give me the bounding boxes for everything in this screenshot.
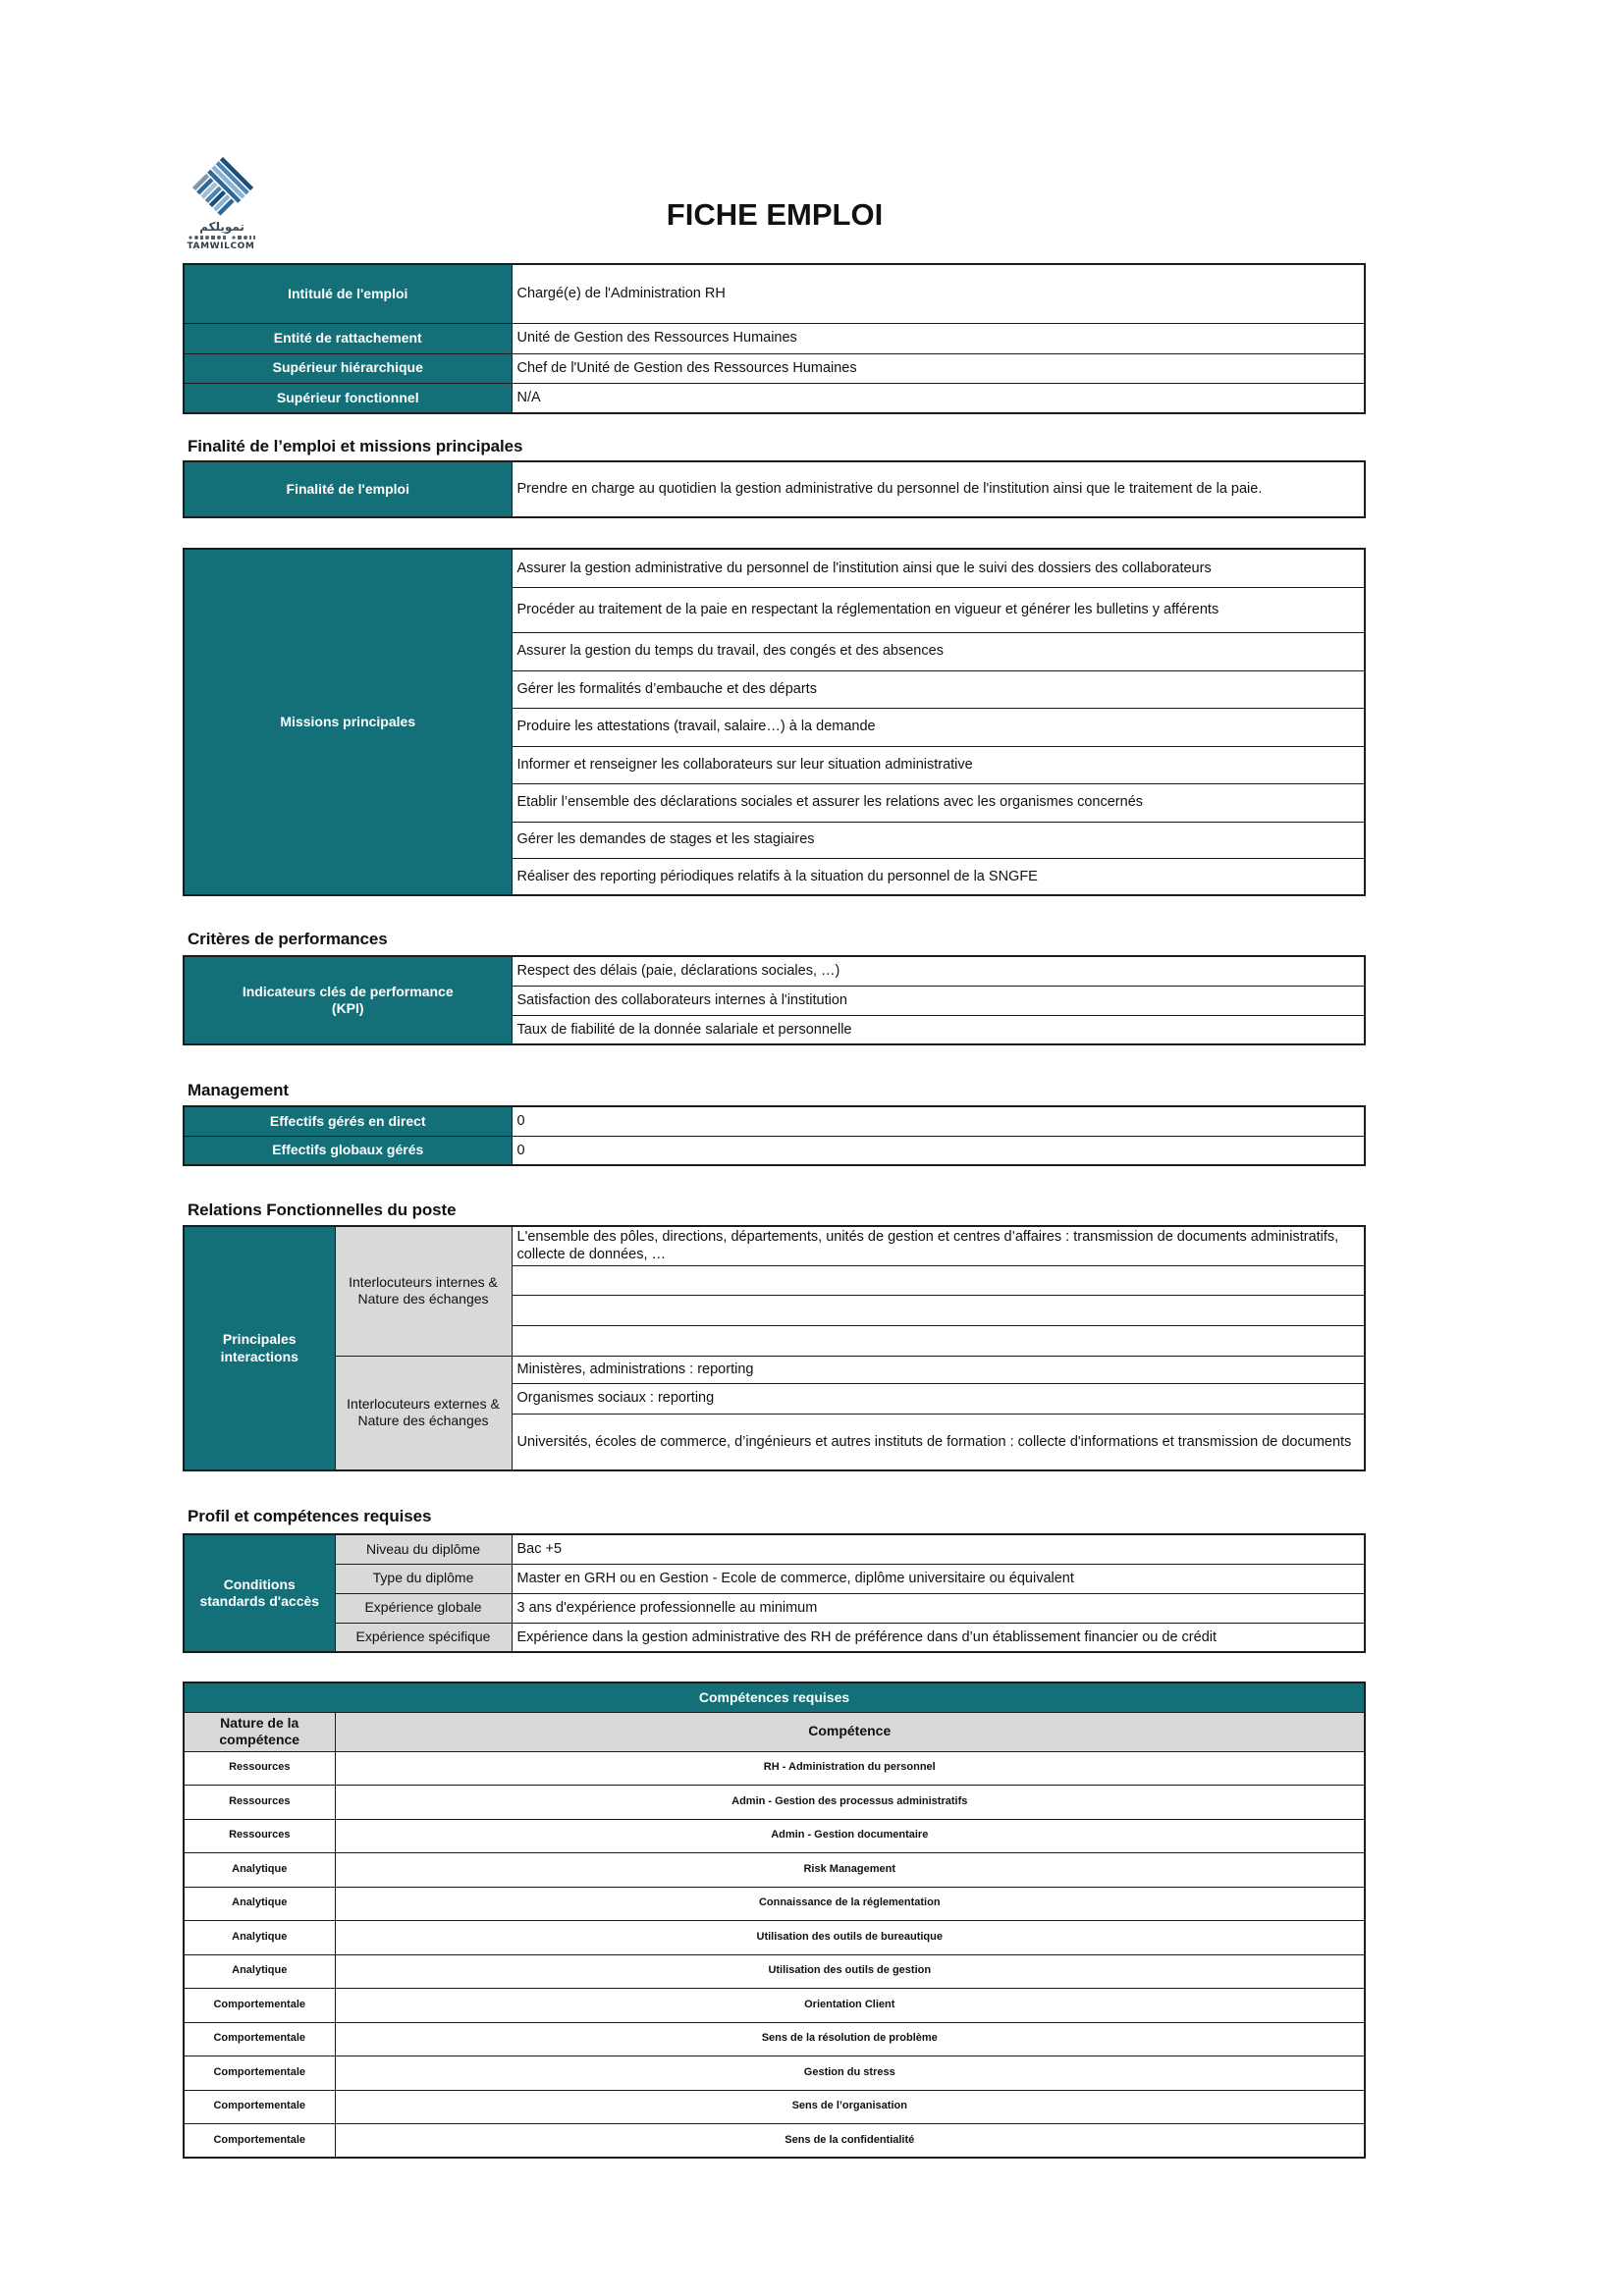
- mission-item: Produire les attestations (travail, salaire…) à la demande: [512, 708, 1365, 746]
- relation-item: L'ensemble des pôles, directions, départements, unités de gestion et centres d’affaires : transmission de documents administratifs, collecte de données, …: [512, 1226, 1365, 1265]
- table-row: [184, 1853, 1365, 1888]
- profil-value: Expérience dans la gestion administrative des RH de préférence dans d’un établissement financier ou de crédit: [512, 1623, 1365, 1652]
- table-row: [184, 2022, 1365, 2056]
- field-label: Effectifs gérés en direct: [184, 1106, 512, 1136]
- profil-criterion: Expérience spécifique: [335, 1623, 512, 1652]
- field-value: 0: [512, 1136, 1365, 1165]
- relation-item: Organismes sociaux : reporting: [512, 1383, 1365, 1414]
- table-row: [184, 1682, 1365, 1712]
- table-row: [184, 2124, 1365, 2159]
- field-value: 0: [512, 1106, 1365, 1136]
- kpi-label: Indicateurs clés de performance (KPI): [242, 983, 454, 1016]
- competence-nature: Ressources: [184, 1819, 335, 1853]
- table-row: [184, 1593, 1365, 1623]
- mission-item: Procéder au traitement de la paie en respectant la réglementation en vigueur et générer les bulletins y afférents: [512, 587, 1365, 632]
- column-header-nature: Nature de la compétence: [184, 1712, 335, 1751]
- table-header-row: [184, 1712, 1365, 1751]
- identification-table: [183, 263, 1366, 414]
- logo-arabic-text: تمويلكم: [199, 220, 244, 234]
- relations-block: [183, 1225, 1364, 1471]
- competences-block: [183, 1682, 1364, 2159]
- table-row: [184, 2056, 1365, 2091]
- mission-item: Informer et renseigner les collaborateurs sur leur situation administrative: [512, 746, 1365, 783]
- competence-name: Sens de la confidentialité: [335, 2124, 1365, 2159]
- tamwilcom-logo-icon: [183, 157, 271, 257]
- section-heading-management: Management: [188, 1081, 289, 1099]
- field-value: Chef de l'Unité de Gestion des Ressources Humaines: [512, 353, 1365, 383]
- field-label: Conditions standards d'accès: [184, 1534, 335, 1652]
- competence-nature: Comportementale: [184, 2090, 335, 2124]
- section-heading-relations: Relations Fonctionnelles du poste: [188, 1201, 457, 1219]
- profil-block: [183, 1533, 1364, 1653]
- competence-nature: Analytique: [184, 1921, 335, 1955]
- field-label: [184, 956, 512, 1044]
- table-row: [184, 1819, 1365, 1853]
- table-row: [184, 1136, 1365, 1165]
- management-block: [183, 1105, 1364, 1166]
- competence-nature: Comportementale: [184, 2124, 335, 2159]
- finalite-table: [183, 460, 1366, 518]
- competence-name: Utilisation des outils de gestion: [335, 1954, 1365, 1989]
- table-row: [184, 549, 1365, 587]
- field-label: Principales interactions: [184, 1226, 335, 1470]
- external-label: Interlocuteurs externes & Nature des échanges: [335, 1356, 512, 1470]
- table-row: [184, 1564, 1365, 1593]
- table-row: [184, 1887, 1365, 1921]
- table-row: [184, 1751, 1365, 1786]
- table-row: [184, 264, 1365, 323]
- field-label: Finalité de l'emploi: [184, 461, 512, 517]
- section-heading-finalite: Finalité de l’emploi et missions principales: [188, 437, 523, 455]
- missions-block: [183, 548, 1364, 896]
- table-row: [184, 1921, 1365, 1955]
- logo-tifinagh-marks: [189, 236, 255, 240]
- competence-name: Sens de la résolution de problème: [335, 2022, 1365, 2056]
- table-row: [184, 1989, 1365, 2023]
- competence-nature: Analytique: [184, 1887, 335, 1921]
- mission-item: Gérer les formalités d’embauche et des départs: [512, 670, 1365, 708]
- table-row: [184, 353, 1365, 383]
- relation-item: Universités, écoles de commerce, d’ingénieurs et autres instituts de formation : collecte d'informations et transmission de documents: [512, 1414, 1365, 1470]
- profil-table: [183, 1533, 1366, 1653]
- table-row: [184, 323, 1365, 353]
- mission-item: Assurer la gestion du temps du travail, des congés et des absences: [512, 632, 1365, 670]
- mission-item: Réaliser des reporting périodiques relatifs à la situation du personnel de la SNGFE: [512, 858, 1365, 895]
- table-row: [184, 383, 1365, 413]
- table-row: [184, 1106, 1365, 1136]
- competences-title: Compétences requises: [184, 1682, 1365, 1712]
- section-heading-profil: Profil et compétences requises: [188, 1507, 432, 1525]
- field-value: N/A: [512, 383, 1365, 413]
- management-table: [183, 1105, 1366, 1166]
- table-row: [184, 461, 1365, 517]
- profil-value: 3 ans d'expérience professionnelle au minimum: [512, 1593, 1365, 1623]
- section-heading-performance: Critères de performances: [188, 930, 388, 948]
- mission-item: Etablir l’ensemble des déclarations sociales et assurer les relations avec les organismes concernés: [512, 783, 1365, 822]
- field-value: Unité de Gestion des Ressources Humaines: [512, 323, 1365, 353]
- table-row: [184, 956, 1365, 986]
- profil-criterion: Niveau du diplôme: [335, 1534, 512, 1564]
- relation-item: [512, 1295, 1365, 1325]
- field-label: Supérieur fonctionnel: [184, 383, 512, 413]
- competence-name: Admin - Gestion documentaire: [335, 1819, 1365, 1853]
- table-row: [184, 1623, 1365, 1652]
- kpi-item: Respect des délais (paie, déclarations sociales, …): [512, 956, 1365, 986]
- competence-nature: Comportementale: [184, 2056, 335, 2091]
- page-title: FICHE EMPLOI: [666, 197, 884, 232]
- profil-value: Bac +5: [512, 1534, 1365, 1564]
- field-label: Supérieur hiérarchique: [184, 353, 512, 383]
- logo-latin-text: TAMWILCOM: [187, 241, 255, 251]
- kpi-item: Taux de fiabilité de la donnée salariale et personnelle: [512, 1015, 1365, 1044]
- internal-label: Interlocuteurs internes & Nature des échanges: [335, 1226, 512, 1356]
- competence-nature: Comportementale: [184, 2022, 335, 2056]
- profil-criterion: Type du diplôme: [335, 1564, 512, 1593]
- competence-name: Sens de l’organisation: [335, 2090, 1365, 2124]
- competence-name: Gestion du stress: [335, 2056, 1365, 2091]
- logo: [183, 157, 271, 257]
- table-row: [184, 1954, 1365, 1989]
- kpi-block: [183, 955, 1364, 1045]
- missions-table: [183, 548, 1366, 896]
- competence-nature: Analytique: [184, 1954, 335, 1989]
- table-row: [184, 2090, 1365, 2124]
- competence-name: RH - Administration du personnel: [335, 1751, 1365, 1786]
- field-label: Intitulé de l'emploi: [184, 264, 512, 323]
- relations-table: [183, 1225, 1366, 1471]
- field-label: Missions principales: [184, 549, 512, 895]
- competence-nature: Ressources: [184, 1786, 335, 1820]
- competence-nature: Ressources: [184, 1751, 335, 1786]
- field-value: Prendre en charge au quotidien la gestion administrative du personnel de l'institution ainsi que le traitement de la paie.: [512, 461, 1365, 517]
- profil-criterion: Expérience globale: [335, 1593, 512, 1623]
- competence-name: Risk Management: [335, 1853, 1365, 1888]
- relation-item: Ministères, administrations : reporting: [512, 1356, 1365, 1383]
- competences-table: [183, 1682, 1366, 2159]
- competence-nature: Comportementale: [184, 1989, 335, 2023]
- kpi-table: [183, 955, 1366, 1045]
- kpi-item: Satisfaction des collaborateurs internes à l'institution: [512, 986, 1365, 1015]
- table-row: [184, 1226, 1365, 1265]
- field-value: Chargé(e) de l'Administration RH: [512, 264, 1365, 323]
- table-row: [184, 1786, 1365, 1820]
- column-header-competence: Compétence: [335, 1712, 1365, 1751]
- relation-item: [512, 1265, 1365, 1295]
- table-row: [184, 1534, 1365, 1564]
- finalite-block: [183, 460, 1364, 518]
- field-label: Effectifs globaux gérés: [184, 1136, 512, 1165]
- mission-item: Assurer la gestion administrative du personnel de l'institution ainsi que le suivi des dossiers des collaborateurs: [512, 549, 1365, 587]
- identification-block: [183, 263, 1364, 414]
- profil-value: Master en GRH ou en Gestion - Ecole de commerce, diplôme universitaire ou équivalent: [512, 1564, 1365, 1593]
- competence-name: Admin - Gestion des processus administratifs: [335, 1786, 1365, 1820]
- field-label: Entité de rattachement: [184, 323, 512, 353]
- competence-nature: Analytique: [184, 1853, 335, 1888]
- mission-item: Gérer les demandes de stages et les stagiaires: [512, 822, 1365, 858]
- competence-name: Utilisation des outils de bureautique: [335, 1921, 1365, 1955]
- competence-name: Connaissance de la réglementation: [335, 1887, 1365, 1921]
- competence-name: Orientation Client: [335, 1989, 1365, 2023]
- relation-item: [512, 1325, 1365, 1356]
- table-row: [184, 1356, 1365, 1383]
